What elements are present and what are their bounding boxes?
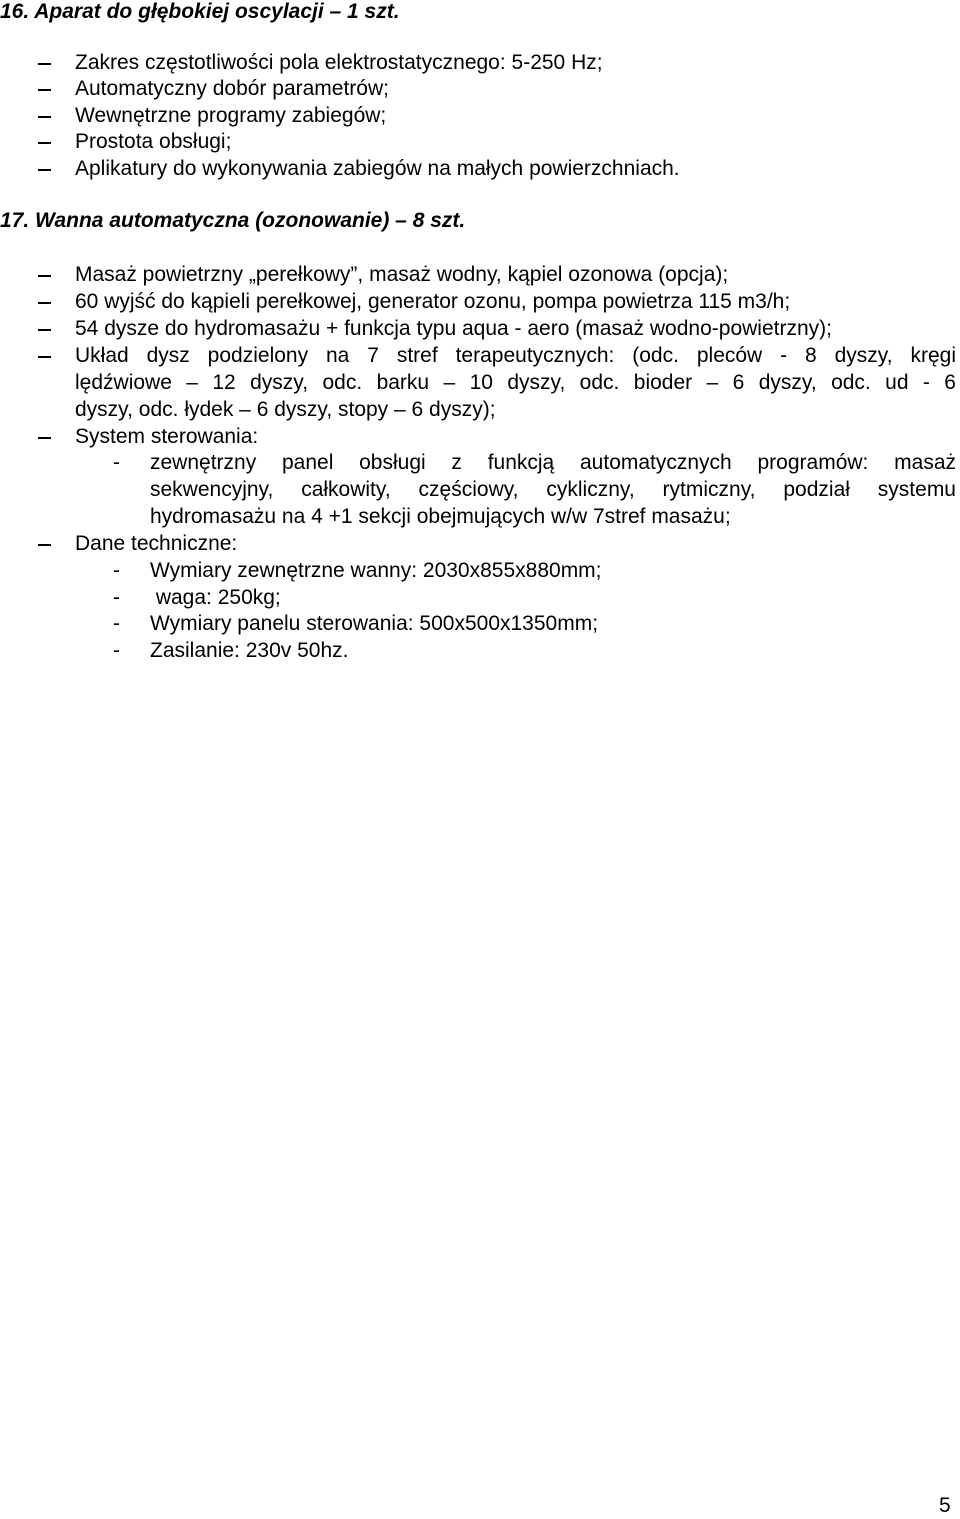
bullet-dash (38, 437, 51, 439)
technical-item: Zasilanie: 230v 50hz. (150, 639, 349, 662)
sub-dash: - (113, 639, 120, 662)
technical-item: Wymiary panelu sterowania: 500x500x1350mm; (150, 612, 599, 635)
bullet-dash (38, 142, 51, 144)
control-line-3: hydromasażu na 4 +1 sekcji obejmujących w/w 7stref masażu; (150, 505, 731, 528)
zones-line-1: Układ dysz podzielony na 7 stref terapeutycznych: (odc. pleców - 8 dyszy, kręgi (75, 344, 956, 367)
sub-dash: - (113, 451, 120, 474)
zones-line-3: dyszy, odc. łydek – 6 dyszy, stopy – 6 dyszy); (75, 398, 496, 421)
technical-item: Wymiary zewnętrzne wanny: 2030x855x880mm; (150, 559, 602, 582)
bullet-dash (38, 275, 51, 277)
technical-item: waga: 250kg; (150, 586, 281, 609)
bullet-dash (38, 63, 51, 65)
list-item: Zakres częstotliwości pola elektrostatycznego: 5-250 Hz; (75, 51, 603, 74)
sub-dash: - (113, 559, 120, 582)
bullet-dash (38, 302, 51, 304)
technical-label: Dane techniczne: (75, 532, 238, 555)
bullet-dash (38, 356, 51, 358)
list-item: Prostota obsługi; (75, 130, 232, 153)
sub-dash: - (113, 612, 120, 635)
list-item: 60 wyjść do kąpieli perełkowej, generator ozonu, pompa powietrza 115 m3/h; (75, 290, 791, 313)
list-item: Masaż powietrzny „perełkowy”, masaż wodny, kąpiel ozonowa (opcja); (75, 263, 729, 286)
bullet-dash (38, 89, 51, 91)
control-line-1: zewnętrzny panel obsługi z funkcją automatycznych programów: masaż (150, 451, 956, 474)
bullet-dash (38, 169, 51, 171)
list-item: Automatyczny dobór parametrów; (75, 77, 389, 100)
bullet-dash (38, 329, 51, 331)
bullet-dash (38, 544, 51, 546)
control-line-2: sekwencyjny, całkowity, częściowy, cykliczny, rytmiczny, podział systemu (150, 478, 956, 501)
page-number: 5 (939, 1494, 951, 1517)
section-17-heading: 17. Wanna automatyczna (ozonowanie) – 8 szt. (0, 209, 466, 232)
bullet-dash (38, 116, 51, 118)
zones-line-2: lędźwiowe – 12 dyszy, odc. barku – 10 dyszy, odc. bioder – 6 dyszy, odc. ud - 6 (75, 371, 956, 394)
list-item: Aplikatury do wykonywania zabiegów na małych powierzchniach. (75, 157, 680, 180)
section-16-heading: 16. Aparat do głębokiej oscylacji – 1 szt. (0, 0, 400, 23)
control-label: System sterowania: (75, 425, 259, 448)
list-item: Wewnętrzne programy zabiegów; (75, 104, 387, 127)
list-item: 54 dysze do hydromasażu + funkcja typu aqua - aero (masaż wodno-powietrzny); (75, 317, 832, 340)
sub-dash: - (113, 586, 120, 609)
